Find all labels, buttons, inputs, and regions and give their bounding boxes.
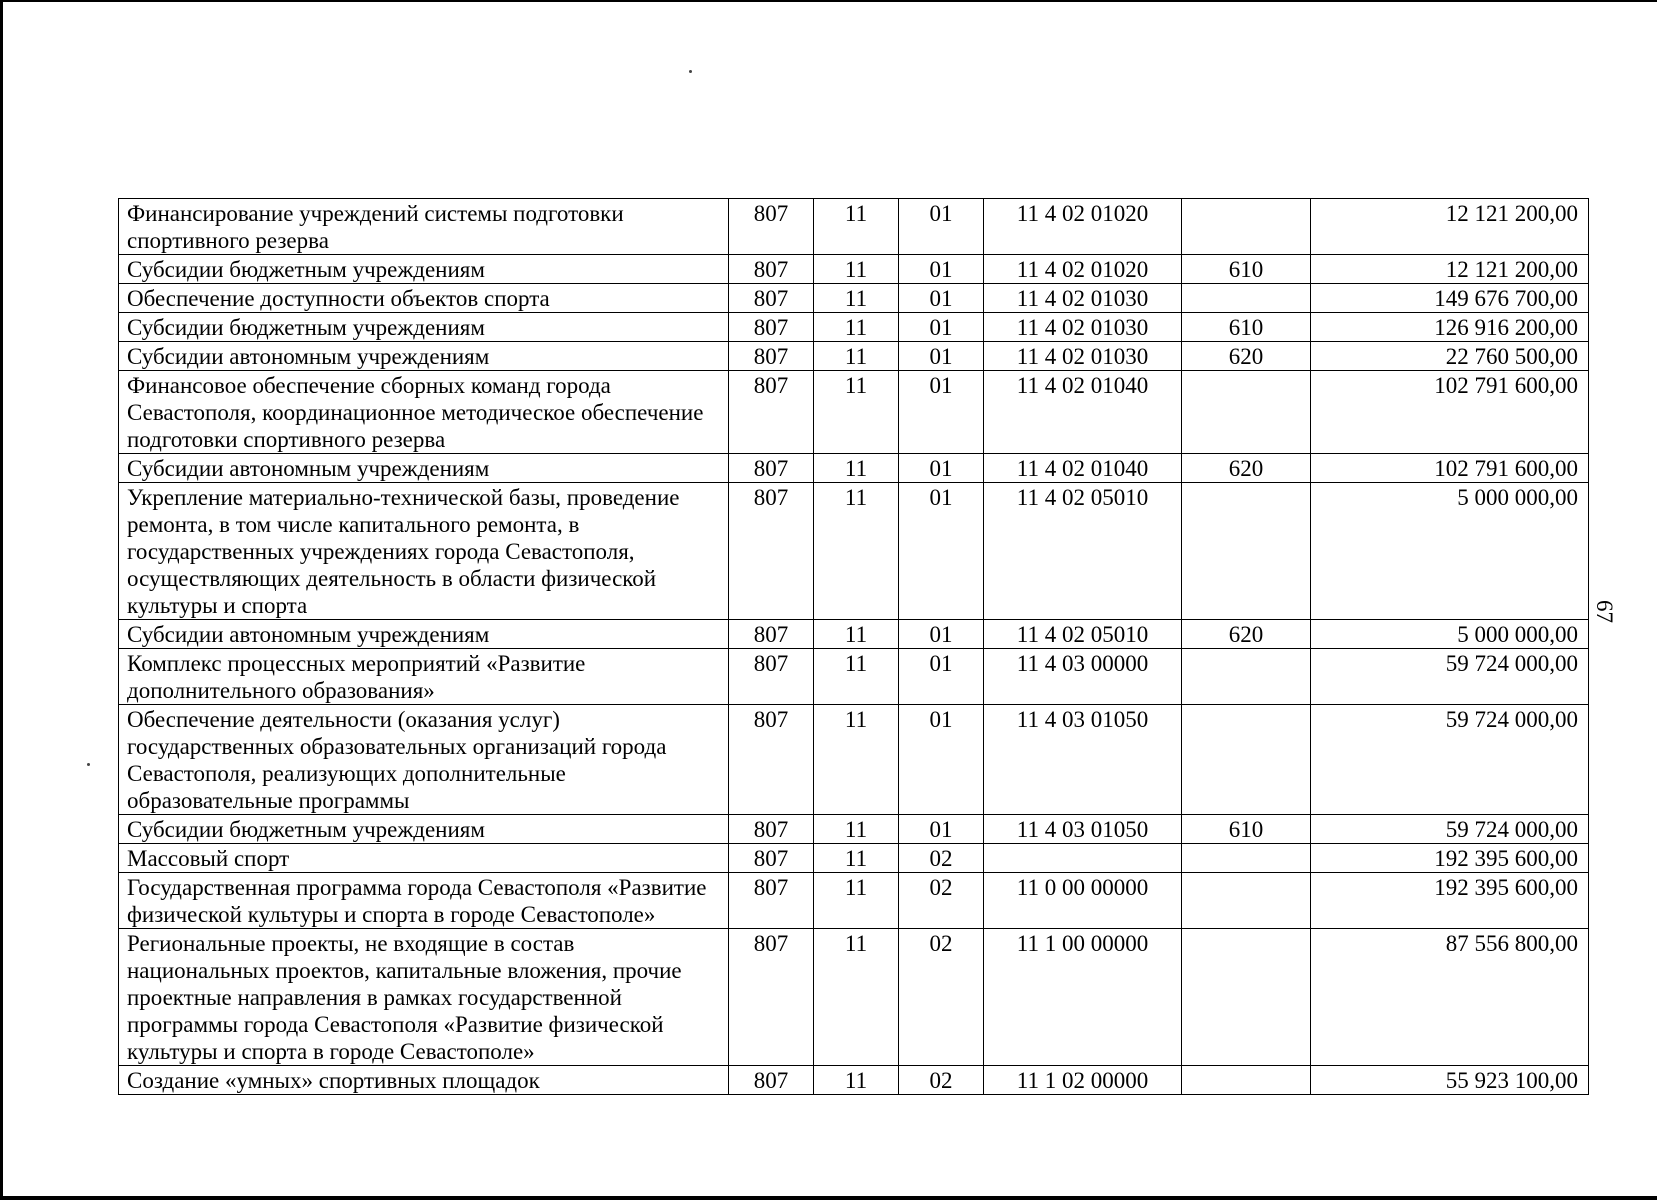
table-row (119, 342, 1589, 371)
expense-type-code-cell: 620 (1182, 454, 1311, 483)
subsection-code-cell: 02 (899, 873, 984, 929)
expense-type-code-cell: 620 (1182, 342, 1311, 371)
target-item-code-cell: 11 4 02 05010 (984, 483, 1182, 620)
row-name-cell: Субсидии автономным учреждениям (119, 342, 729, 371)
amount-cell: 59 724 000,00 (1311, 649, 1589, 705)
amount-cell: 192 395 600,00 (1311, 844, 1589, 873)
subsection-code-cell: 01 (899, 454, 984, 483)
table-row (119, 620, 1589, 649)
amount-cell: 149 676 700,00 (1311, 284, 1589, 313)
table-row (119, 313, 1589, 342)
section-code-cell: 11 (814, 929, 899, 1066)
section-code-cell: 11 (814, 844, 899, 873)
amount-cell: 192 395 600,00 (1311, 873, 1589, 929)
target-item-code-cell: 11 4 02 01040 (984, 371, 1182, 454)
amount-cell: 5 000 000,00 (1311, 620, 1589, 649)
table-row (119, 929, 1589, 1066)
ministry-code-cell: 807 (729, 705, 814, 815)
section-code-cell: 11 (814, 815, 899, 844)
row-name-cell: Создание «умных» спортивных площадок (119, 1066, 729, 1095)
section-code-cell: 11 (814, 454, 899, 483)
row-name-cell: Субсидии бюджетным учреждениям (119, 255, 729, 284)
table-row (119, 844, 1589, 873)
ministry-code-cell: 807 (729, 844, 814, 873)
expense-type-code-cell: 610 (1182, 815, 1311, 844)
table-row (119, 255, 1589, 284)
target-item-code-cell: 11 4 02 01030 (984, 342, 1182, 371)
ministry-code-cell: 807 (729, 649, 814, 705)
row-name-cell: Обеспечение доступности объектов спорта (119, 284, 729, 313)
expense-type-code-cell (1182, 284, 1311, 313)
target-item-code-cell (984, 844, 1182, 873)
subsection-code-cell: 01 (899, 199, 984, 255)
expense-type-code-cell (1182, 844, 1311, 873)
ministry-code-cell: 807 (729, 284, 814, 313)
target-item-code-cell: 11 4 02 01040 (984, 454, 1182, 483)
section-code-cell: 11 (814, 284, 899, 313)
expense-type-code-cell (1182, 649, 1311, 705)
amount-cell: 55 923 100,00 (1311, 1066, 1589, 1095)
table-row (119, 1066, 1589, 1095)
scan-speck (87, 763, 90, 766)
row-name-cell: Комплекс процессных мероприятий «Развитие дополнительного образования» (119, 649, 729, 705)
section-code-cell: 11 (814, 620, 899, 649)
budget-table (118, 198, 1589, 1095)
row-name-cell: Региональные проекты, не входящие в состав национальных проектов, капитальные вложения, прочие проектные направления в рамках государственной программы города Севастополя «Развитие физической культуры и спорта в городе Севастополе» (119, 929, 729, 1066)
amount-cell: 5 000 000,00 (1311, 483, 1589, 620)
subsection-code-cell: 01 (899, 483, 984, 620)
row-name-cell: Субсидии автономным учреждениям (119, 454, 729, 483)
amount-cell: 12 121 200,00 (1311, 255, 1589, 284)
subsection-code-cell: 01 (899, 255, 984, 284)
subsection-code-cell: 01 (899, 620, 984, 649)
section-code-cell: 11 (814, 705, 899, 815)
table-row (119, 284, 1589, 313)
ministry-code-cell: 807 (729, 873, 814, 929)
table-row (119, 371, 1589, 454)
section-code-cell: 11 (814, 255, 899, 284)
row-name-cell: Финансовое обеспечение сборных команд города Севастополя, координационное методическое обеспечение подготовки спортивного резерва (119, 371, 729, 454)
table-row (119, 815, 1589, 844)
target-item-code-cell: 11 4 02 01030 (984, 313, 1182, 342)
subsection-code-cell: 01 (899, 313, 984, 342)
table-row (119, 873, 1589, 929)
target-item-code-cell: 11 1 00 00000 (984, 929, 1182, 1066)
subsection-code-cell: 02 (899, 844, 984, 873)
target-item-code-cell: 11 4 02 01020 (984, 199, 1182, 255)
section-code-cell: 11 (814, 483, 899, 620)
section-code-cell: 11 (814, 199, 899, 255)
target-item-code-cell: 11 4 02 01020 (984, 255, 1182, 284)
row-name-cell: Субсидии бюджетным учреждениям (119, 815, 729, 844)
row-name-cell: Массовый спорт (119, 844, 729, 873)
scan-edge-bottom (0, 1196, 1657, 1200)
target-item-code-cell: 11 4 02 05010 (984, 620, 1182, 649)
expense-type-code-cell (1182, 873, 1311, 929)
section-code-cell: 11 (814, 313, 899, 342)
expense-type-code-cell (1182, 1066, 1311, 1095)
amount-cell: 102 791 600,00 (1311, 371, 1589, 454)
expense-type-code-cell: 620 (1182, 620, 1311, 649)
section-code-cell: 11 (814, 371, 899, 454)
table-row (119, 649, 1589, 705)
row-name-cell: Субсидии автономным учреждениям (119, 620, 729, 649)
target-item-code-cell: 11 4 03 01050 (984, 815, 1182, 844)
table-row (119, 199, 1589, 255)
amount-cell: 87 556 800,00 (1311, 929, 1589, 1066)
expense-type-code-cell (1182, 483, 1311, 620)
amount-cell: 102 791 600,00 (1311, 454, 1589, 483)
ministry-code-cell: 807 (729, 255, 814, 284)
ministry-code-cell: 807 (729, 454, 814, 483)
expense-type-code-cell (1182, 371, 1311, 454)
amount-cell: 22 760 500,00 (1311, 342, 1589, 371)
subsection-code-cell: 01 (899, 705, 984, 815)
subsection-code-cell: 01 (899, 342, 984, 371)
scan-speck (689, 70, 692, 73)
table-row (119, 705, 1589, 815)
amount-cell: 59 724 000,00 (1311, 705, 1589, 815)
target-item-code-cell: 11 4 03 00000 (984, 649, 1182, 705)
section-code-cell: 11 (814, 873, 899, 929)
ministry-code-cell: 807 (729, 929, 814, 1066)
row-name-cell: Финансирование учреждений системы подготовки спортивного резерва (119, 199, 729, 255)
ministry-code-cell: 807 (729, 1066, 814, 1095)
scan-edge-top (0, 0, 1657, 2)
ministry-code-cell: 807 (729, 313, 814, 342)
ministry-code-cell: 807 (729, 371, 814, 454)
section-code-cell: 11 (814, 1066, 899, 1095)
section-code-cell: 11 (814, 649, 899, 705)
expense-type-code-cell (1182, 929, 1311, 1066)
ministry-code-cell: 807 (729, 483, 814, 620)
expense-type-code-cell (1182, 199, 1311, 255)
subsection-code-cell: 02 (899, 1066, 984, 1095)
row-name-cell: Укрепление материально-технической базы, проведение ремонта, в том числе капитального ремонта, в государственных учреждениях города Севастополя, осуществляющих деятельность в области физической культуры и спорта (119, 483, 729, 620)
row-name-cell: Обеспечение деятельности (оказания услуг) государственных образовательных организаций города Севастополя, реализующих дополнительные образовательные программы (119, 705, 729, 815)
target-item-code-cell: 11 4 02 01030 (984, 284, 1182, 313)
amount-cell: 126 916 200,00 (1311, 313, 1589, 342)
ministry-code-cell: 807 (729, 199, 814, 255)
target-item-code-cell: 11 4 03 01050 (984, 705, 1182, 815)
row-name-cell: Субсидии бюджетным учреждениям (119, 313, 729, 342)
expense-type-code-cell: 610 (1182, 255, 1311, 284)
scan-edge-left (0, 0, 3, 1200)
subsection-code-cell: 01 (899, 284, 984, 313)
section-code-cell: 11 (814, 342, 899, 371)
expense-type-code-cell: 610 (1182, 313, 1311, 342)
page-number: 67 (1592, 600, 1617, 623)
subsection-code-cell: 01 (899, 815, 984, 844)
subsection-code-cell: 02 (899, 929, 984, 1066)
amount-cell: 59 724 000,00 (1311, 815, 1589, 844)
budget-table-body (119, 199, 1589, 1095)
ministry-code-cell: 807 (729, 620, 814, 649)
target-item-code-cell: 11 0 00 00000 (984, 873, 1182, 929)
subsection-code-cell: 01 (899, 371, 984, 454)
table-row (119, 483, 1589, 620)
target-item-code-cell: 11 1 02 00000 (984, 1066, 1182, 1095)
expense-type-code-cell (1182, 705, 1311, 815)
table-row (119, 454, 1589, 483)
ministry-code-cell: 807 (729, 342, 814, 371)
ministry-code-cell: 807 (729, 815, 814, 844)
subsection-code-cell: 01 (899, 649, 984, 705)
amount-cell: 12 121 200,00 (1311, 199, 1589, 255)
row-name-cell: Государственная программа города Севастополя «Развитие физической культуры и спорта в городе Севастополе» (119, 873, 729, 929)
